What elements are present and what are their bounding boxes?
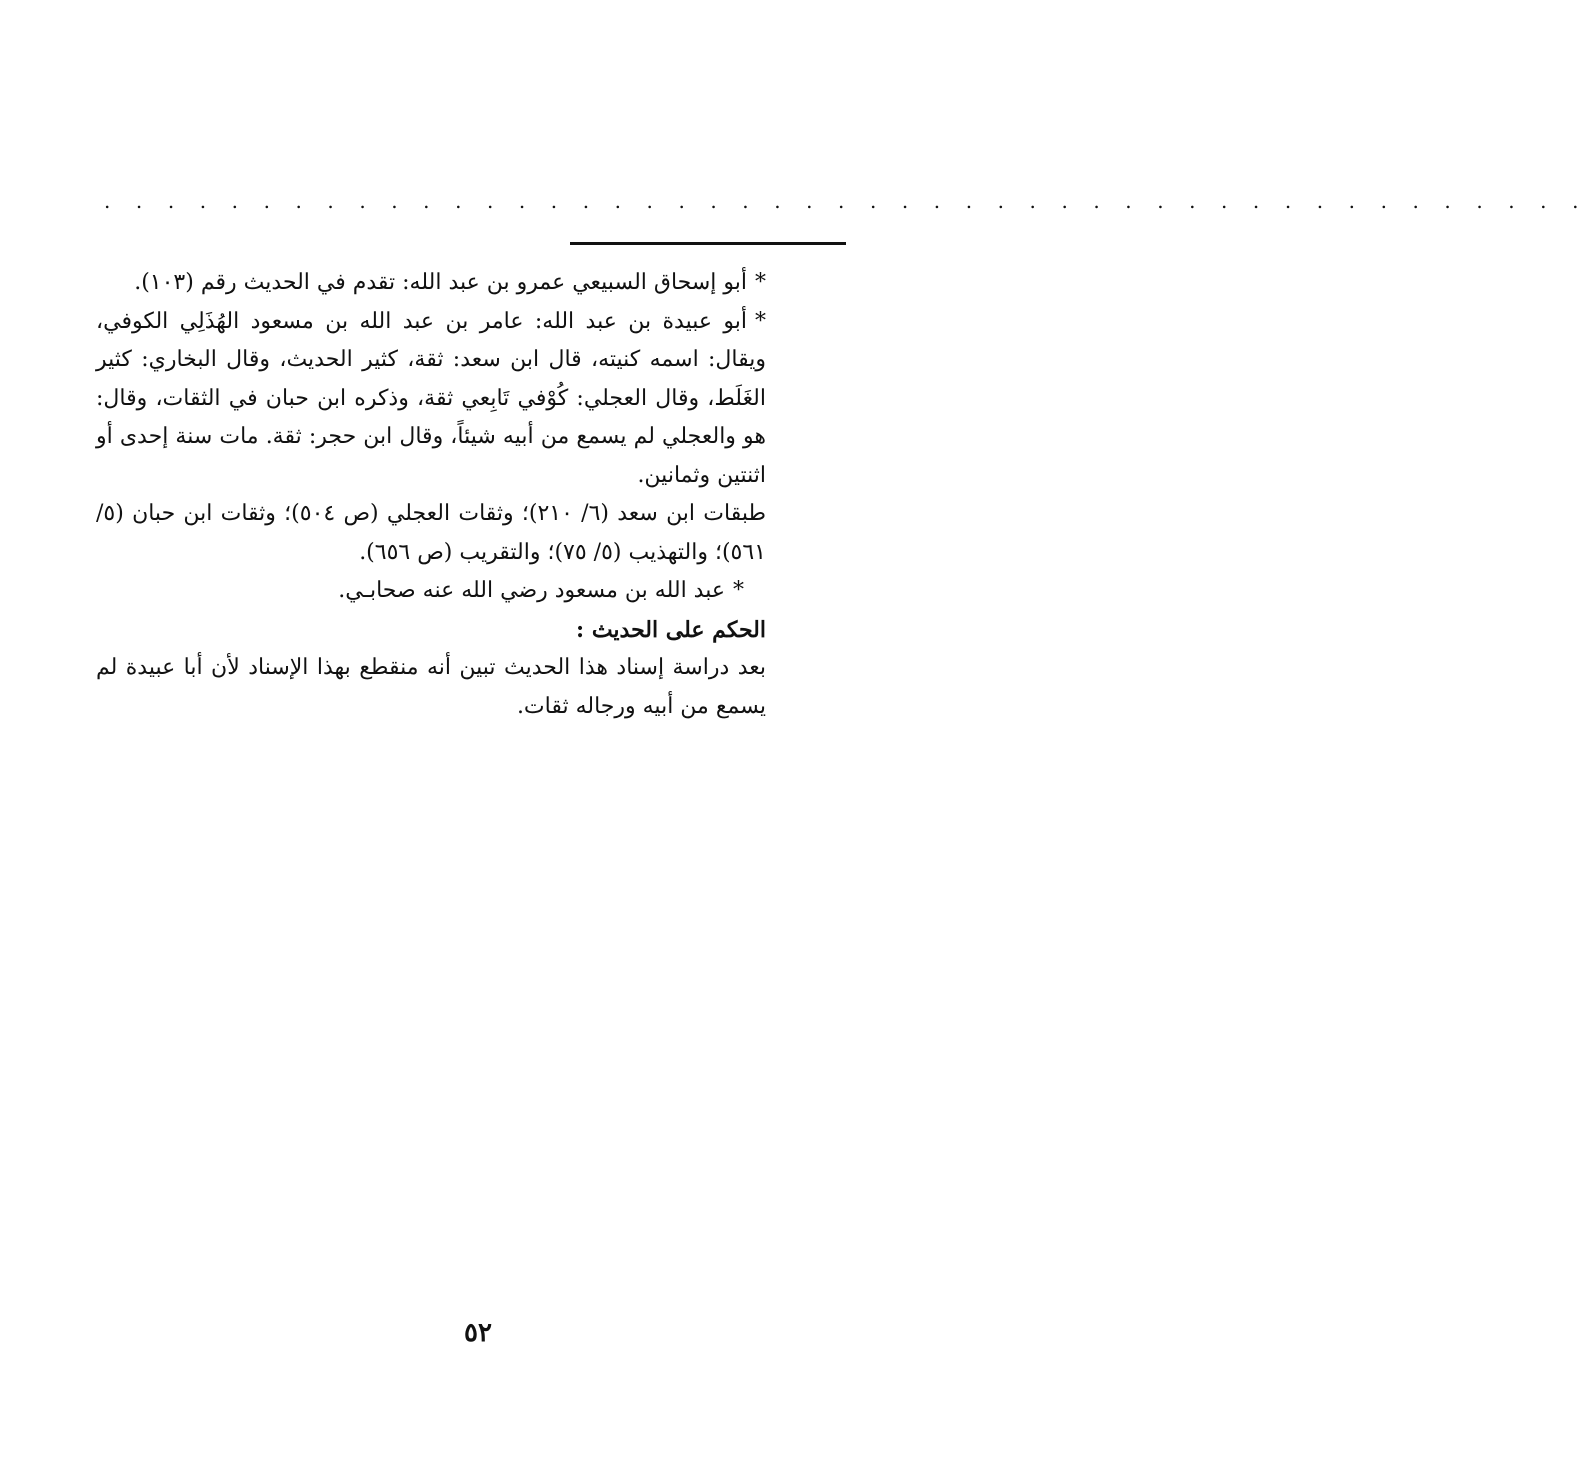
note-abdullah — [96, 572, 766, 611]
note-abu-ishaq-text: أبو إسحاق السبيعي عمرو بن عبد الله: تقدم في الحديث رقم (١٠٣). — [134, 270, 747, 295]
ruling-heading: الحكم على الحديث : — [576, 616, 766, 643]
ruling-text: بعد دراسة إسناد هذا الحديث تبين أنه منقطع بهذا الإسناد لأن أبا عبيدة لم يسمع من أبيه ورجاله ثقات. — [96, 655, 766, 719]
note-marker: * — [755, 270, 766, 295]
page-content — [96, 264, 766, 726]
footnote-rule — [570, 242, 846, 245]
note-abu-ubaida-text: أبو عبيدة بن عبد الله: عامر بن عبد الله بن مسعود الهُذَلِي الكوفي، ويقال: اسمه كنيته، قال ابن سعد: ثقة، كثير الحديث، وقال البخاري: كثير الغَلَط، وقال العجلي: كُوْفي تَابِعي ثقة، وذكره ابن حبان في الثقات، وقال: هو والعجلي لم يسمع من أبيه شيئاً، وقال ابن حجر: ثقة. مات سنة إحدى أو اثنتين وثمانين. — [96, 308, 766, 488]
note-marker: * — [755, 308, 766, 334]
note-marker: * — [733, 578, 744, 603]
note-abu-ubaida — [96, 303, 766, 496]
note-abu-ishaq — [96, 264, 766, 303]
note-abdullah-text: عبد الله بن مسعود رضي الله عنه صحابـي. — [338, 578, 725, 603]
dotted-separator: . . . . . . . . . . . . . . . . . . . . . . . . . . . . . . . . . . . . . . . . . . . . . . . — [104, 189, 1588, 213]
page-number: ٥٢ — [464, 1318, 492, 1348]
note-sources: طبقات ابن سعد (٦/ ٢١٠)؛ وثقات العجلي (ص ٥٠٤)؛ وثقات ابن حبان (٥/ ٥٦١)؛ والتهذيب (٥/ ٧٥)؛ والتقريب (ص ٦٥٦). — [96, 501, 766, 565]
